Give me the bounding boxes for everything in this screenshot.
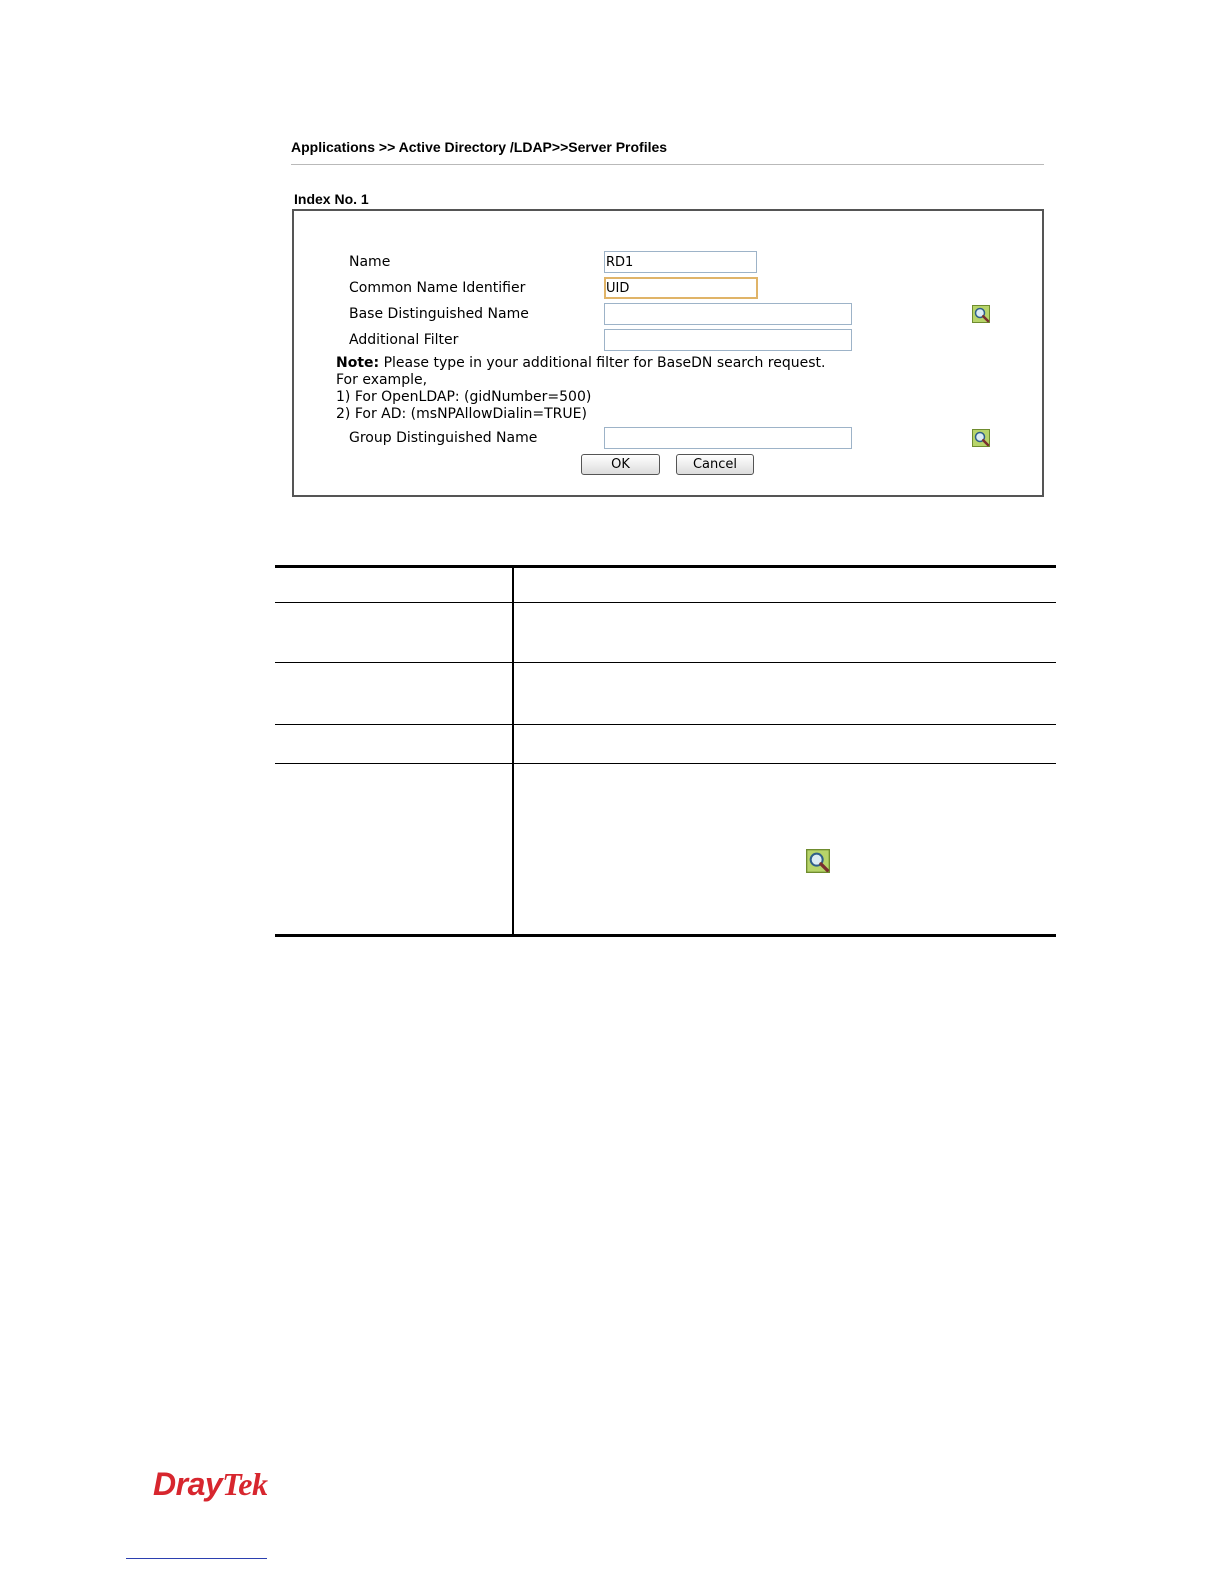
table-row-divider — [275, 724, 1056, 725]
footer-rule — [126, 1558, 267, 1559]
search-icon[interactable] — [972, 429, 990, 447]
breadcrumb-divider — [291, 164, 1044, 165]
additional-filter-input[interactable] — [604, 329, 852, 351]
base-distinguished-name-label: Base Distinguished Name — [349, 306, 529, 322]
search-icon[interactable] — [972, 305, 990, 323]
table-row-divider — [275, 763, 1056, 764]
index-title: Index No. 1 — [294, 191, 369, 207]
logo-part-dray: Dray — [153, 1466, 223, 1502]
logo-part-tek: Tek — [222, 1466, 268, 1502]
note-label: Note: — [336, 355, 380, 371]
table-row-divider — [275, 662, 1056, 663]
table-row-divider — [275, 602, 1056, 603]
group-distinguished-name-input[interactable] — [604, 427, 852, 449]
breadcrumb: Applications >> Active Directory /LDAP>>Server Profiles — [291, 139, 668, 155]
additional-filter-label: Additional Filter — [349, 332, 459, 348]
base-distinguished-name-input[interactable] — [604, 303, 852, 325]
table-top-rule — [275, 565, 1056, 568]
draytek-logo — [153, 1466, 267, 1503]
name-label: Name — [349, 254, 391, 270]
note-example: For example, — [336, 372, 428, 388]
common-name-identifier-input[interactable] — [604, 277, 758, 299]
cancel-button[interactable]: Cancel — [676, 454, 754, 475]
table-bottom-rule — [275, 934, 1056, 937]
note-example-ad: 2) For AD: (msNPAllowDialin=TRUE) — [336, 406, 587, 422]
ok-button[interactable]: OK — [581, 454, 660, 475]
search-icon — [806, 849, 830, 873]
group-distinguished-name-label: Group Distinguished Name — [349, 430, 538, 446]
filter-note — [336, 355, 825, 423]
note-text: Please type in your additional filter for BaseDN search request. — [379, 355, 826, 371]
name-input[interactable] — [604, 251, 757, 273]
note-example-openldap: 1) For OpenLDAP: (gidNumber=500) — [336, 389, 592, 405]
table-column-divider — [512, 565, 514, 935]
common-name-identifier-label: Common Name Identifier — [349, 280, 526, 296]
